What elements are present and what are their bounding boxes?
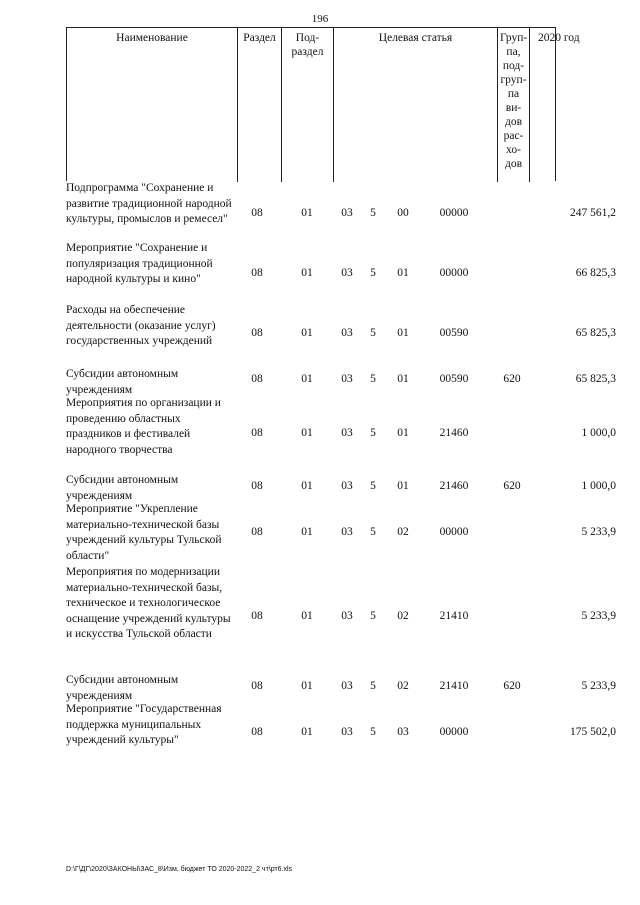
target-subprogram: 5 bbox=[370, 610, 376, 622]
target-event: 01 bbox=[397, 267, 409, 279]
row-name: Мероприятия по организации и проведению областных праздников и фестивалей народного творчества bbox=[66, 397, 221, 456]
row-name: Мероприятие "Укрепление материально-технической базы учреждений культуры Тульской области" bbox=[66, 503, 222, 562]
amount-2020: 66 825,3 bbox=[575, 267, 616, 279]
target-subprogram: 5 bbox=[370, 267, 376, 279]
target-direction: 00000 bbox=[439, 207, 469, 219]
target-direction: 21460 bbox=[439, 480, 469, 492]
subsection-code: 01 bbox=[301, 427, 313, 439]
section-code: 08 bbox=[251, 610, 263, 622]
target-event: 01 bbox=[397, 480, 409, 492]
target-program: 03 bbox=[341, 680, 353, 692]
target-program: 03 bbox=[341, 726, 353, 738]
expense-group: 620 bbox=[503, 373, 521, 385]
row-name: Мероприятие "Государственная поддержка муниципальных учреждений культуры" bbox=[66, 703, 222, 746]
row-name: Подпрограмма "Сохранение и развитие традиционной народной культуры, промыслов и ремесел" bbox=[66, 182, 232, 225]
target-program: 03 bbox=[341, 267, 353, 279]
row-name: Мероприятия по модернизации материально-технической базы, техническое и технологическое оснащение учреждений культуры и искусства Тульской области bbox=[66, 566, 231, 640]
target-event: 02 bbox=[397, 680, 409, 692]
section-code: 08 bbox=[251, 726, 263, 738]
amount-2020: 1 000,0 bbox=[581, 480, 616, 492]
subsection-code: 01 bbox=[301, 480, 313, 492]
target-event: 01 bbox=[397, 373, 409, 385]
section-code: 08 bbox=[251, 267, 263, 279]
amount-2020: 5 233,9 bbox=[581, 680, 616, 692]
row-name: Расходы на обеспечение деятельности (оказание услуг) государственных учреждений bbox=[66, 304, 216, 347]
amount-2020: 65 825,3 bbox=[575, 373, 616, 385]
target-direction: 00590 bbox=[439, 327, 469, 339]
header-name: Наименование bbox=[116, 32, 188, 44]
target-program: 03 bbox=[341, 427, 353, 439]
target-event: 00 bbox=[397, 207, 409, 219]
section-code: 08 bbox=[251, 373, 263, 385]
target-subprogram: 5 bbox=[370, 726, 376, 738]
target-subprogram: 5 bbox=[370, 207, 376, 219]
row-name: Мероприятие "Сохранение и популяризация традиционной народной культуры и кино" bbox=[66, 242, 213, 285]
amount-2020: 247 561,2 bbox=[570, 207, 616, 219]
subsection-code: 01 bbox=[301, 207, 313, 219]
target-event: 02 bbox=[397, 610, 409, 622]
target-event: 02 bbox=[397, 526, 409, 538]
expense-group: 620 bbox=[503, 680, 521, 692]
target-subprogram: 5 bbox=[370, 526, 376, 538]
section-code: 08 bbox=[251, 207, 263, 219]
header-group: Груп-па, под-груп-па ви-дов рас-хо-дов bbox=[497, 28, 529, 182]
section-code: 08 bbox=[251, 480, 263, 492]
table-header bbox=[66, 27, 580, 181]
subsection-code: 01 bbox=[301, 726, 313, 738]
target-direction: 00000 bbox=[439, 726, 469, 738]
subsection-code: 01 bbox=[301, 327, 313, 339]
row-name: Субсидии автономным учреждениям bbox=[66, 474, 179, 502]
target-program: 03 bbox=[341, 610, 353, 622]
target-direction: 00000 bbox=[439, 526, 469, 538]
subsection-code: 01 bbox=[301, 267, 313, 279]
subsection-code: 01 bbox=[301, 373, 313, 385]
target-direction: 21410 bbox=[439, 610, 469, 622]
file-path-footer: D:\Г\ДГ\2020\ЗАКОНЫ\ЗАС_8\Изм. бюджет ТО 2020-2022_2 чт\рт6.xls bbox=[66, 866, 293, 873]
expense-group: 620 bbox=[503, 480, 521, 492]
row-name: Субсидии автономным учреждениям bbox=[66, 368, 179, 396]
amount-2020: 5 233,9 bbox=[581, 610, 616, 622]
target-program: 03 bbox=[341, 207, 353, 219]
target-program: 03 bbox=[341, 526, 353, 538]
target-event: 01 bbox=[397, 427, 409, 439]
target-direction: 21410 bbox=[439, 680, 469, 692]
header-section: Раздел bbox=[237, 28, 281, 182]
target-subprogram: 5 bbox=[370, 480, 376, 492]
target-subprogram: 5 bbox=[370, 427, 376, 439]
target-program: 03 bbox=[341, 327, 353, 339]
header-target: Целевая статья bbox=[333, 28, 497, 182]
section-code: 08 bbox=[251, 427, 263, 439]
amount-2020: 175 502,0 bbox=[570, 726, 616, 738]
target-program: 03 bbox=[341, 480, 353, 492]
subsection-code: 01 bbox=[301, 680, 313, 692]
header-year: 2020 год bbox=[529, 28, 557, 182]
target-event: 03 bbox=[397, 726, 409, 738]
page-number: 196 bbox=[311, 13, 329, 25]
section-code: 08 bbox=[251, 327, 263, 339]
target-subprogram: 5 bbox=[370, 327, 376, 339]
subsection-code: 01 bbox=[301, 610, 313, 622]
amount-2020: 65 825,3 bbox=[575, 327, 616, 339]
section-code: 08 bbox=[251, 680, 263, 692]
target-program: 03 bbox=[341, 373, 353, 385]
target-direction: 00000 bbox=[439, 267, 469, 279]
header-subsection: Под-раздел bbox=[281, 28, 333, 182]
subsection-code: 01 bbox=[301, 526, 313, 538]
amount-2020: 5 233,9 bbox=[581, 526, 616, 538]
target-subprogram: 5 bbox=[370, 680, 376, 692]
target-direction: 00590 bbox=[439, 373, 469, 385]
amount-2020: 1 000,0 bbox=[581, 427, 616, 439]
row-name: Субсидии автономным учреждениям bbox=[66, 674, 179, 702]
target-subprogram: 5 bbox=[370, 373, 376, 385]
target-event: 01 bbox=[397, 327, 409, 339]
target-direction: 21460 bbox=[439, 427, 469, 439]
section-code: 08 bbox=[251, 526, 263, 538]
